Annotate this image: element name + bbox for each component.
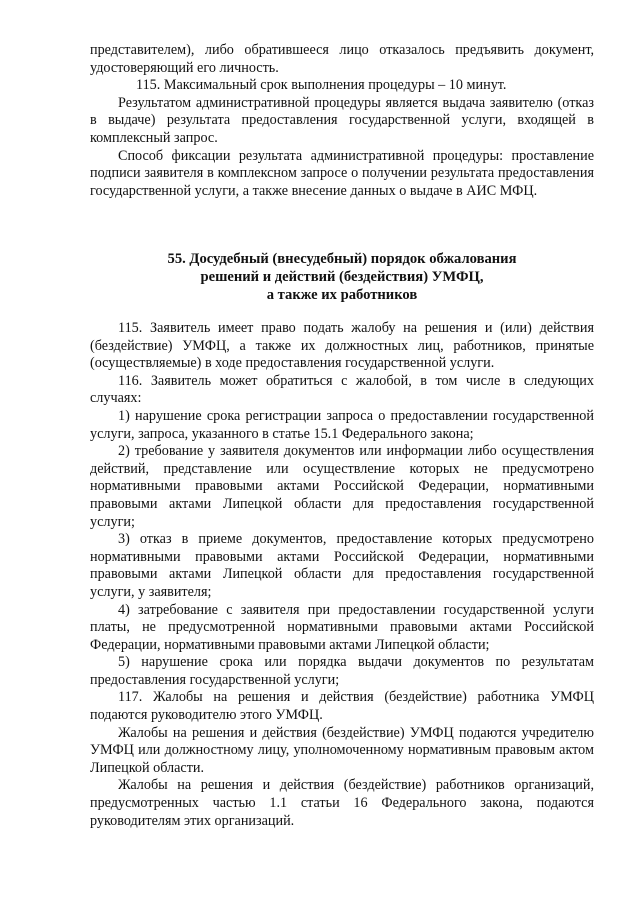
paragraph-115-time-limit: 115. Максимальный срок выполнения процедуры – 10 минут.: [136, 77, 507, 94]
section-heading: [90, 251, 594, 304]
paragraph-complaints-founder: Жалобы на решения и действия (бездействие) УМФЦ подаются учредителю УМФЦ или должностному лицу, уполномоченному нормативным правовым актом Липецкой области.: [90, 724, 594, 776]
paragraph-complaints-organizations: Жалобы на решения и действия (бездействие) работников организаций, предусмотренных частью 1.1 статьи 16 Федерального закона, подаются руководителям этих организаций.: [90, 777, 594, 829]
paragraph-115-right-to-complain: 115. Заявитель имеет право подать жалобу на решения и (или) действия (бездействие) УМФЦ, а также их должностных лиц, работников, принятые (осуществляемые) в ходе предоставления государственной услуги.: [90, 320, 594, 372]
list-item-4: 4) затребование с заявителя при предоставлении государственной услуги платы, не предусмотренной нормативными правовыми актами Российской Федерации, нормативными правовыми актами Липецкой области;: [90, 601, 594, 653]
paragraph-116-cases: 116. Заявитель может обратиться с жалобой, в том числе в следующих случаях:: [90, 372, 594, 407]
heading-line-3: а также их работников: [266, 286, 418, 303]
paragraph-continuation: представителем), либо обратившееся лицо отказалось предъявить документ, удостоверяющий его личность.: [90, 42, 594, 76]
top-text-block: [90, 42, 594, 200]
paragraph-fixation: Способ фиксации результата административной процедуры: проставление подписи заявителя в комплексном запросе о получении результата предоставления государственной услуги, а также внесение данных о выдаче в АИС МФЦ.: [90, 147, 594, 199]
paragraph-result: Результатом административной процедуры является выдача заявителю (отказ в выдаче) результата предоставления государственной услуги, входящей в комплексный запрос.: [90, 94, 594, 146]
list-item-3: 3) отказ в приеме документов, предоставление которых предусмотрено нормативными правовыми актами Российской Федерации, нормативными правовыми актами Липецкой области для предоставления государственной услуги, у заявителя;: [90, 531, 594, 600]
bottom-text-block: [90, 320, 594, 830]
heading-line-2: решений и действий (бездействия) УМФЦ,: [200, 268, 484, 285]
list-item-5: 5) нарушение срока или порядка выдачи документов по результатам предоставления государственной услуги;: [90, 654, 594, 688]
paragraph-117: 117. Жалобы на решения и действия (бездействие) работника УМФЦ подаются руководителю этого УМФЦ.: [90, 689, 594, 724]
list-item-2: 2) требование у заявителя документов или информации либо осуществления действий, представление или осуществление которых не предусмотрено нормативными правовыми актами Российской Федерации, нормативными правовыми актами Липецкой области для предоставления государственной услуги;: [90, 443, 594, 530]
heading-line-1: 55. Досудебный (внесудебный) порядок обжалования: [167, 251, 517, 267]
list-item-1: 1) нарушение срока регистрации запроса о предоставлении государственной услуги, запроса, указанного в статье 15.1 Федерального закона;: [90, 407, 594, 442]
